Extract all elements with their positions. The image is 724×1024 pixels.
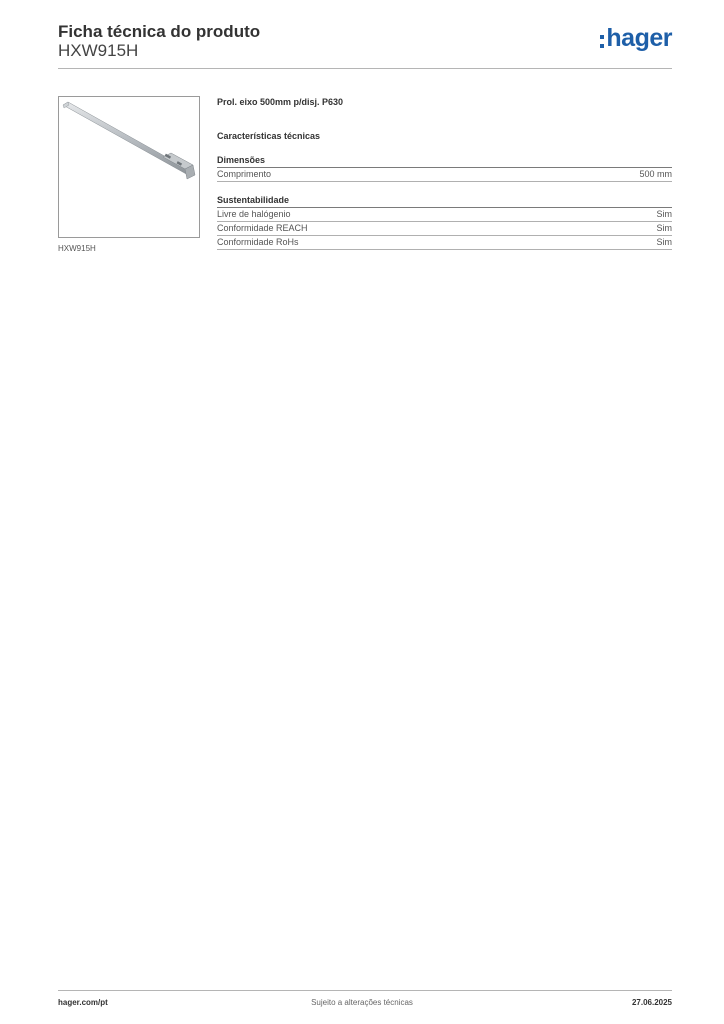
spec-label: Conformidade REACH [217,223,308,233]
spec-value: Sim [656,223,672,233]
spec-value: 500 mm [639,169,672,179]
spec-label: Comprimento [217,169,272,179]
footer-website-link[interactable]: hager.com/pt [58,998,108,1007]
spec-row [217,222,672,236]
product-code: HXW915H [58,41,139,60]
footer-divider [58,990,672,991]
page-header [58,20,672,68]
hager-logo [600,26,672,51]
product-description: Prol. eixo 500mm p/disj. P630 [217,97,344,107]
image-caption: HXW915H [58,244,96,253]
group-title-sustainability: Sustentabilidade [217,194,672,208]
specification-panel [217,96,672,250]
document-title: Ficha técnica do produto [58,22,261,41]
footer-date: 27.06.2025 [631,998,672,1007]
logo-colon-icon [600,35,604,48]
footer-notice: Sujeito a alterações técnicas [311,998,413,1007]
spec-row [217,236,672,250]
logo-wordmark: hager [606,24,672,52]
spec-row [217,208,672,222]
extension-shaft-image [59,97,199,237]
technical-heading: Características técnicas [217,131,321,141]
product-image-frame [58,96,200,238]
spec-value: Sim [656,237,672,247]
spec-label: Conformidade RoHs [217,237,299,247]
header-divider [58,68,672,69]
spec-row [217,168,672,182]
spec-label: Livre de halógenio [217,209,291,219]
group-title-dimensions: Dimensões [217,154,672,168]
spec-value: Sim [656,209,672,219]
